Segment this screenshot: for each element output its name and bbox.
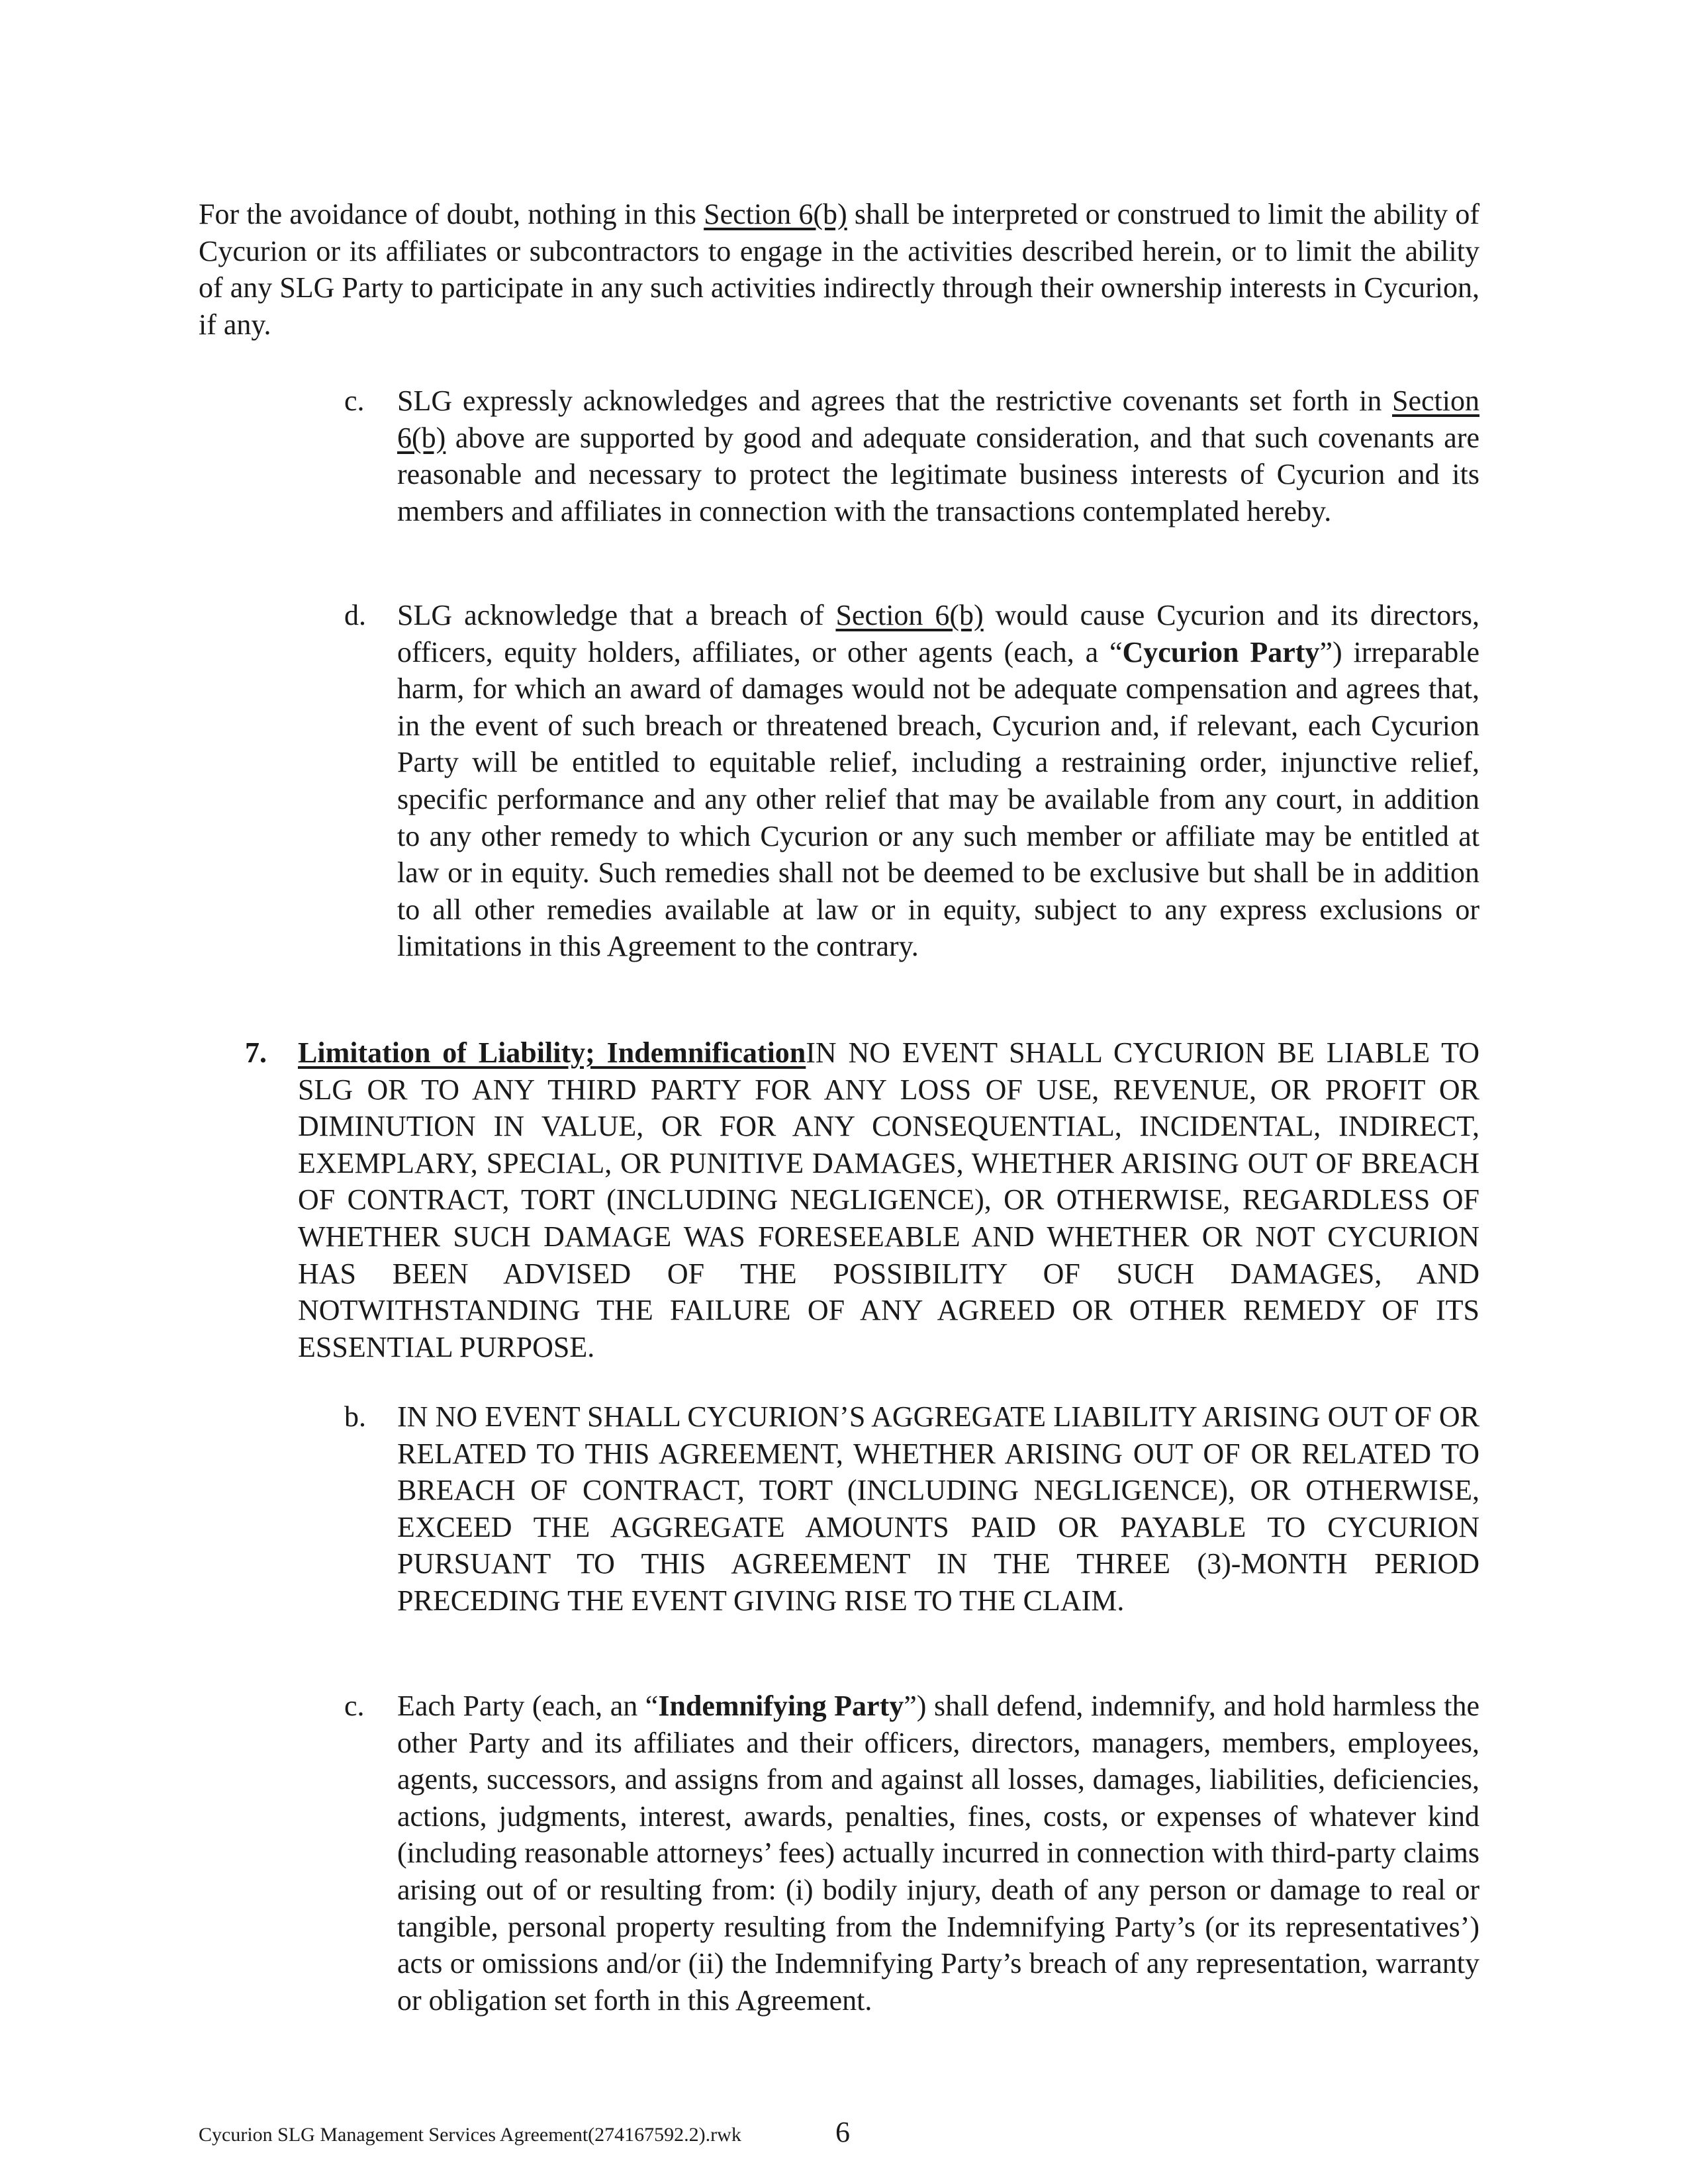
intro-text-1: For the avoidance of doubt, nothing in this	[199, 198, 704, 230]
clause-7c-text-2: ”) shall defend, indemnify, and hold harmless the other Party and its affiliates and their officers, directors, managers, members, employees, agents, successors, and assigns from and against all losses, damages, liabilities, deficiencies, actions, judgments, interest, awards, penalties, fines, costs, or expenses of whatever kind (including reasonable attorneys’ fees) actually incurred in connection with third-party claims arising out of or resulting from: (i) bodily injury, death of any person or damage to real or tangible, personal property resulting from the Indemnifying Party’s (or its representatives’) acts or omissions and/or (ii) the Indemnifying Party’s breach of any representation, warranty or obligation set forth in this Agreement.	[397, 1690, 1479, 2017]
page-number: 6	[835, 2116, 850, 2148]
clause-6d-paragraph	[397, 597, 1479, 965]
section-7-heading: Limitation of Liability; Indemnification	[298, 1036, 806, 1069]
section-6b-reference: Section 6(b)	[397, 385, 1479, 454]
section-7-text: IN NO EVENT SHALL CYCURION BE LIABLE TO SLG OR TO ANY THIRD PARTY FOR ANY LOSS OF USE, REVENUE, OR PROFIT OR DIMINUTION IN VALUE, OR FOR ANY CONSEQUENTIAL, INCIDENTAL, INDIRECT, EXEMPLARY, SPECIAL, OR PUNITIVE DAMAGES, WHETHER ARISING OUT OF BREACH OF CONTRACT, TORT (INCLUDING NEGLIGENCE), OR OTHERWISE, REGARDLESS OF WHETHER SUCH DAMAGE WAS FORESEEABLE AND WHETHER OR NOT CYCURION HAS BEEN ADVISED OF THE POSSIBILITY OF SUCH DAMAGES, AND NOTWITHSTANDING THE FAILURE OF ANY AGREED OR OTHER REMEDY OF ITS ESSENTIAL PURPOSE.	[298, 1036, 1479, 1363]
section-7-number: 7.	[245, 1036, 267, 1069]
clause-6d-text-2: would cause Cycurion and its directors, officers, equity holders, affiliates, or other agents (each, a “	[397, 599, 1479, 668]
clause-6d-label: d.	[344, 599, 366, 631]
section-6b-reference: Section 6(b)	[835, 599, 984, 631]
intro-paragraph	[199, 196, 1479, 343]
clause-6d-text-3: ”) irreparable harm, for which an award of damages would not be adequate compensation and agrees that, in the event of such breach or threatened breach, Cycurion and, if relevant, each Cycurion Party will be entitled to equitable relief, including a restraining order, injunctive relief, specific performance and any other relief that may be available from any court, in addition to any other remedy to which Cycurion or any such member or affiliate may be entitled at law or in equity. Such remedies shall not be deemed to be exclusive but shall be in addition to all other remedies available at law or in equity, subject to any express exclusions or limitations in this Agreement to the contrary.	[397, 635, 1479, 963]
clause-6c-text-2: above are supported by good and adequate consideration, and that such covenants are reasonable and necessary to protect the legitimate business interests of Cycurion and its members and affiliates in connection with the transactions contemplated hereby.	[397, 421, 1479, 527]
clause-7b-paragraph: IN NO EVENT SHALL CYCURION’S AGGREGATE LIABILITY ARISING OUT OF OR RELATED TO THIS AGREEMENT, WHETHER ARISING OUT OF OR RELATED TO BREACH OF CONTRACT, TORT (INCLUDING NEGLIGENCE), OR OTHERWISE, EXCEED THE AGGREGATE AMOUNTS PAID OR PAYABLE TO CYCURION PURSUANT TO THIS AGREEMENT IN THE THREE (3)-MONTH PERIOD PRECEDING THE EVENT GIVING RISE TO THE CLAIM.	[397, 1400, 1479, 1617]
clause-7c-label: c.	[344, 1690, 365, 1722]
footer-document-name: Cycurion SLG Management Services Agreement(274167592.2).rwk	[199, 2124, 741, 2146]
intro-text-2: shall be interpreted or construed to limit the ability of Cycurion or its affiliates or subcontractors to engage in the activities described herein, or to limit the ability of any SLG Party to participate in any such activities indirectly through their ownership interests in Cycurion, if any.	[199, 198, 1479, 341]
defined-term-cycurion-party: Cycurion Party	[1122, 635, 1320, 668]
section-6b-reference: Section 6(b)	[704, 198, 847, 230]
clause-7c-text-1: Each Party (each, an “	[397, 1690, 659, 1722]
clause-6c-label: c.	[344, 385, 365, 417]
clause-6d-text-1: SLG acknowledge that a breach of	[397, 599, 836, 631]
clause-6c-text-1: SLG expressly acknowledges and agrees that the restrictive covenants set forth in	[397, 385, 1393, 417]
section-7-paragraph	[298, 1034, 1479, 1365]
clause-7b-label: b.	[344, 1400, 366, 1433]
defined-term-indemnifying-party: Indemnifying Party	[658, 1690, 904, 1722]
clause-6c-paragraph	[397, 383, 1479, 529]
clause-7c-paragraph	[397, 1688, 1479, 2019]
